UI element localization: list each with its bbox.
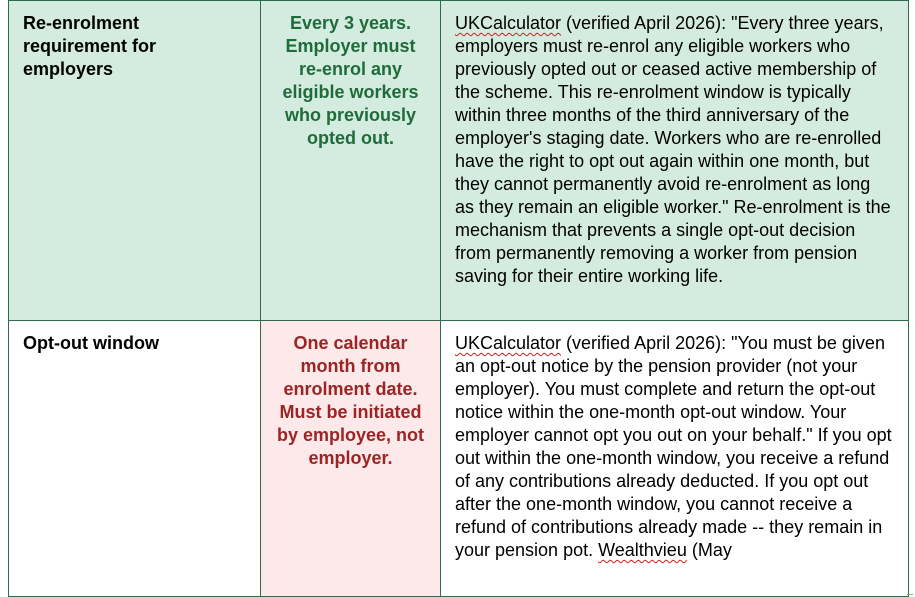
pension-rules-table xyxy=(8,0,909,597)
row-label: Opt-out window xyxy=(9,321,261,597)
row-summary-value: One calendar month from enrolment date. Must be initiated by employee, not employer. xyxy=(261,321,441,597)
trailing-source-name: Wealthvieu xyxy=(598,540,687,560)
page-corner-mark xyxy=(907,594,913,595)
table-row-optout xyxy=(9,321,909,597)
detail-body: (verified April 2026): "You must be given an opt-out notice by the pension provider (not your employer). You must complete and return the opt-out notice within the one-month opt-out window. Your employer cannot opt you out on your behalf." If you opt out within the one-month window, you receive a refund of any contributions already deducted. If you opt out after the one-month window, you cannot receive a refund of contributions already made -- they remain in your pension pot. xyxy=(455,333,892,560)
row-summary-value: Every 3 years. Employer must re-enrol any eligible workers who previously opted out. xyxy=(261,1,441,321)
row-detail-text xyxy=(441,321,909,597)
table-row-reenrolment xyxy=(9,1,909,321)
detail-body: (verified April 2026): "Every three years, employers must re-enrol any eligible workers who previously opted out or ceased active membership of the scheme. This re-enrolment window is typically within three months of the third anniversary of the employer's staging date. Workers who are re-enrolled have the right to opt out again within one month, but they cannot permanently avoid re-enrolment as long as they remain an eligible worker." Re-enrolment is the mechanism that prevents a single opt-out decision from permanently removing a worker from pension saving for their entire working life. xyxy=(455,13,891,286)
row-detail-text xyxy=(441,1,909,321)
trailing-text: (May xyxy=(686,540,732,560)
source-name: UKCalculator xyxy=(455,333,562,353)
row-label: Re-enrolment requirement for employers xyxy=(9,1,261,321)
source-name: UKCalculator xyxy=(455,13,562,33)
